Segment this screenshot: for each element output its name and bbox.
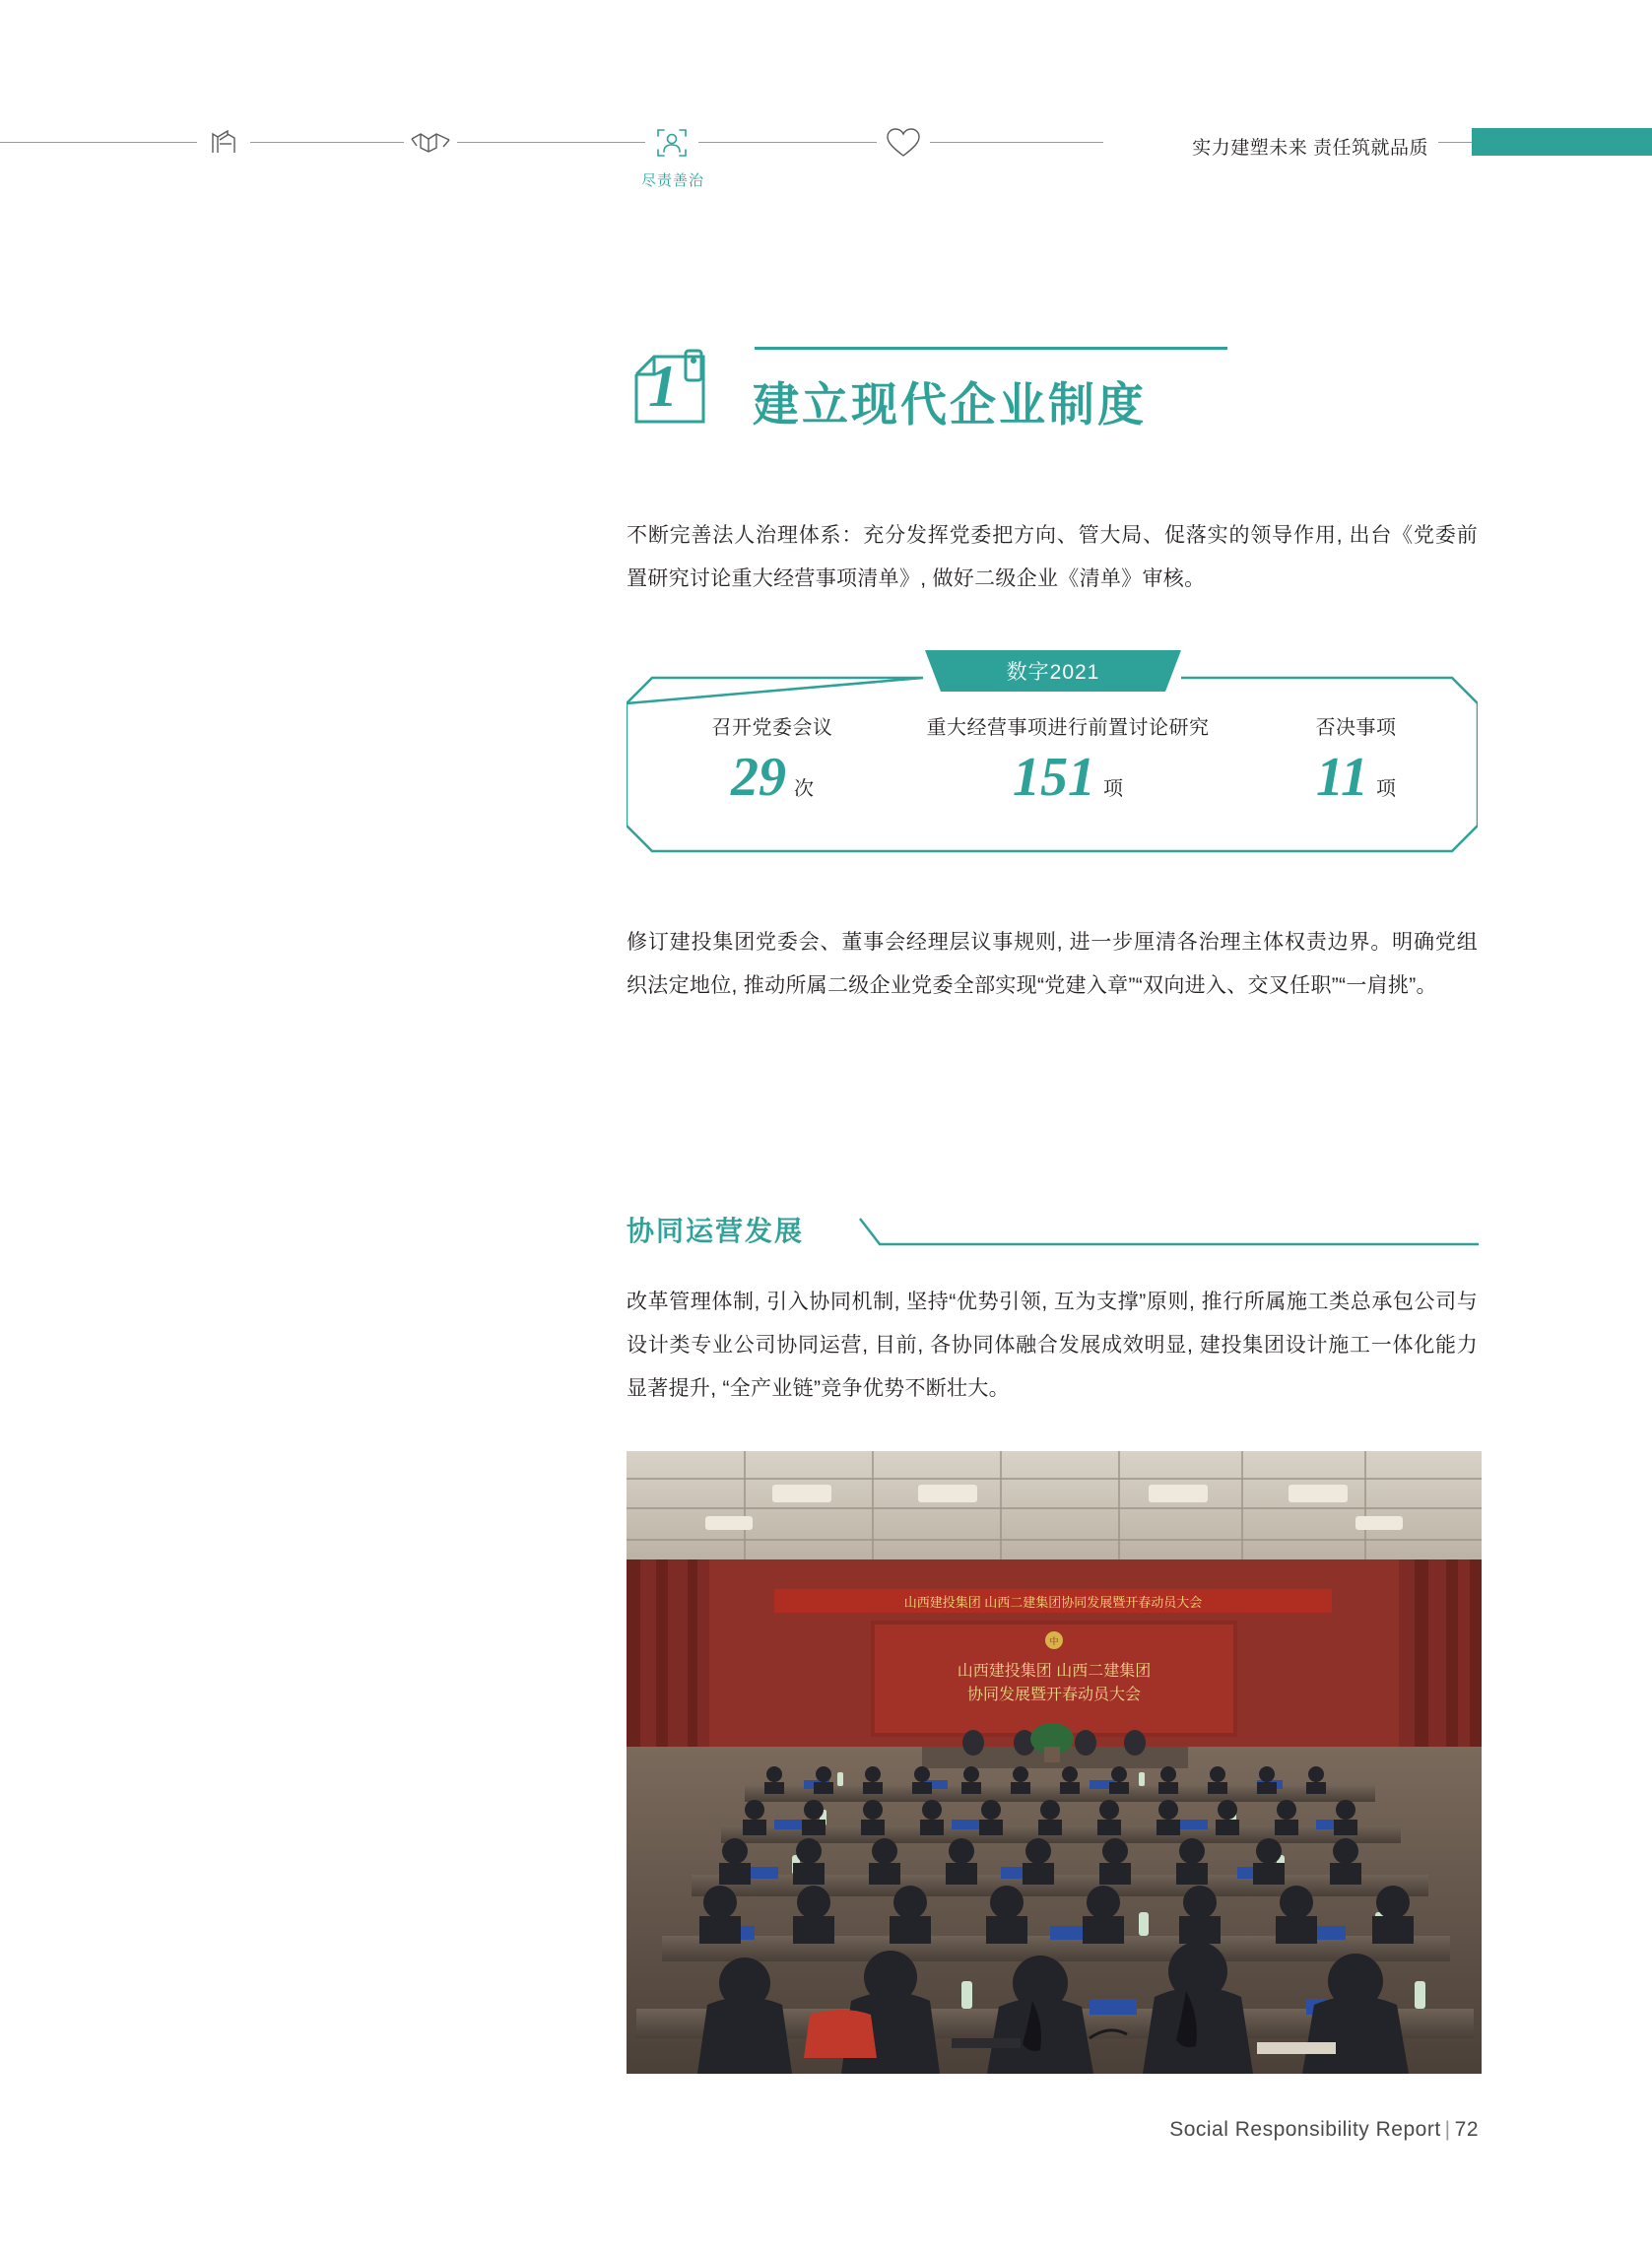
stat-label: 否决事项: [1315, 717, 1397, 739]
section-title-rule: [755, 347, 1227, 350]
section-title: 建立现代企业制度: [753, 378, 1147, 431]
footer-page-number: 72: [1454, 2118, 1479, 2141]
svg-text:中: 中: [1049, 1636, 1059, 1646]
section-number: 1: [648, 354, 678, 419]
header-icon-caption: 尽责善治: [640, 172, 704, 189]
subsection-heading: [627, 1210, 1478, 1253]
data-tag: [925, 650, 1181, 692]
stat-value: 151: [1013, 747, 1095, 808]
footer-separator: |: [1444, 2118, 1451, 2141]
stat-label: 重大经营事项进行前置讨论研究: [926, 717, 1210, 739]
footer-report-name: Social Responsibility Report: [1169, 2118, 1441, 2141]
subsection-paragraph: 改革管理体制, 引入协同机制, 坚持“优势引领, 互为支撑”原则, 推行所属施工类总承包公司与设计类专业公司协同运营, 目前, 各协同体融合发展成效明显, 建投集团设计施工一体化能力显著提升, “全产业链”竞争优势不断壮大。: [627, 1291, 1478, 1400]
heart-icon: [877, 116, 930, 169]
header-accent-bar: [1472, 128, 1652, 156]
page-header: [0, 0, 1652, 197]
header-slogan: 实力建塑未来 责任筑就品质: [1103, 129, 1438, 164]
stat-value: 11: [1316, 747, 1368, 808]
subsection-title: 协同运营发展: [627, 1216, 805, 1246]
conference-photo: [627, 1451, 1482, 2074]
stat-item: [1245, 711, 1467, 808]
page-footer: [0, 2118, 1652, 2142]
svg-text:山西建投集团 山西二建集团协同发展暨开春动员大会: 山西建投集团 山西二建集团协同发展暨开春动员大会: [903, 1595, 1203, 1610]
stat-value: 29: [731, 747, 786, 808]
governance-person-icon: [645, 116, 698, 169]
party-emblem-icon: [197, 116, 250, 169]
subsection-rule: [858, 1215, 1479, 1248]
section-paragraph-2: 修订建投集团党委会、董事会经理层议事规则, 进一步厘清各治理主体权责边界。明确党组织法定地位, 推动所属二级企业党委全部实现“党建入章”“双向进入、交叉任职”“一肩挑”。: [627, 931, 1478, 997]
data-2021-block: [627, 650, 1478, 877]
handshake-icon: [404, 116, 457, 169]
svg-text:山西建投集团 山西二建集团: 山西建投集团 山西二建集团: [957, 1663, 1152, 1680]
stat-unit: 项: [1375, 778, 1396, 800]
svg-text:协同发展暨开春动员大会: 协同发展暨开春动员大会: [966, 1687, 1142, 1703]
data-tag-label: 数字2021: [1006, 661, 1100, 684]
stat-unit: 次: [794, 778, 814, 800]
stat-unit: 项: [1103, 778, 1123, 800]
section-number-badge: [627, 345, 725, 433]
stat-item: [891, 711, 1245, 808]
stat-item: [654, 711, 891, 808]
section-paragraph-1: 不断完善法人治理体系：充分发挥党委把方向、管大局、促落实的领导作用, 出台《党委前置研究讨论重大经营事项清单》, 做好二级企业《清单》审核。: [627, 524, 1478, 590]
stat-label: 召开党委会议: [711, 717, 833, 739]
